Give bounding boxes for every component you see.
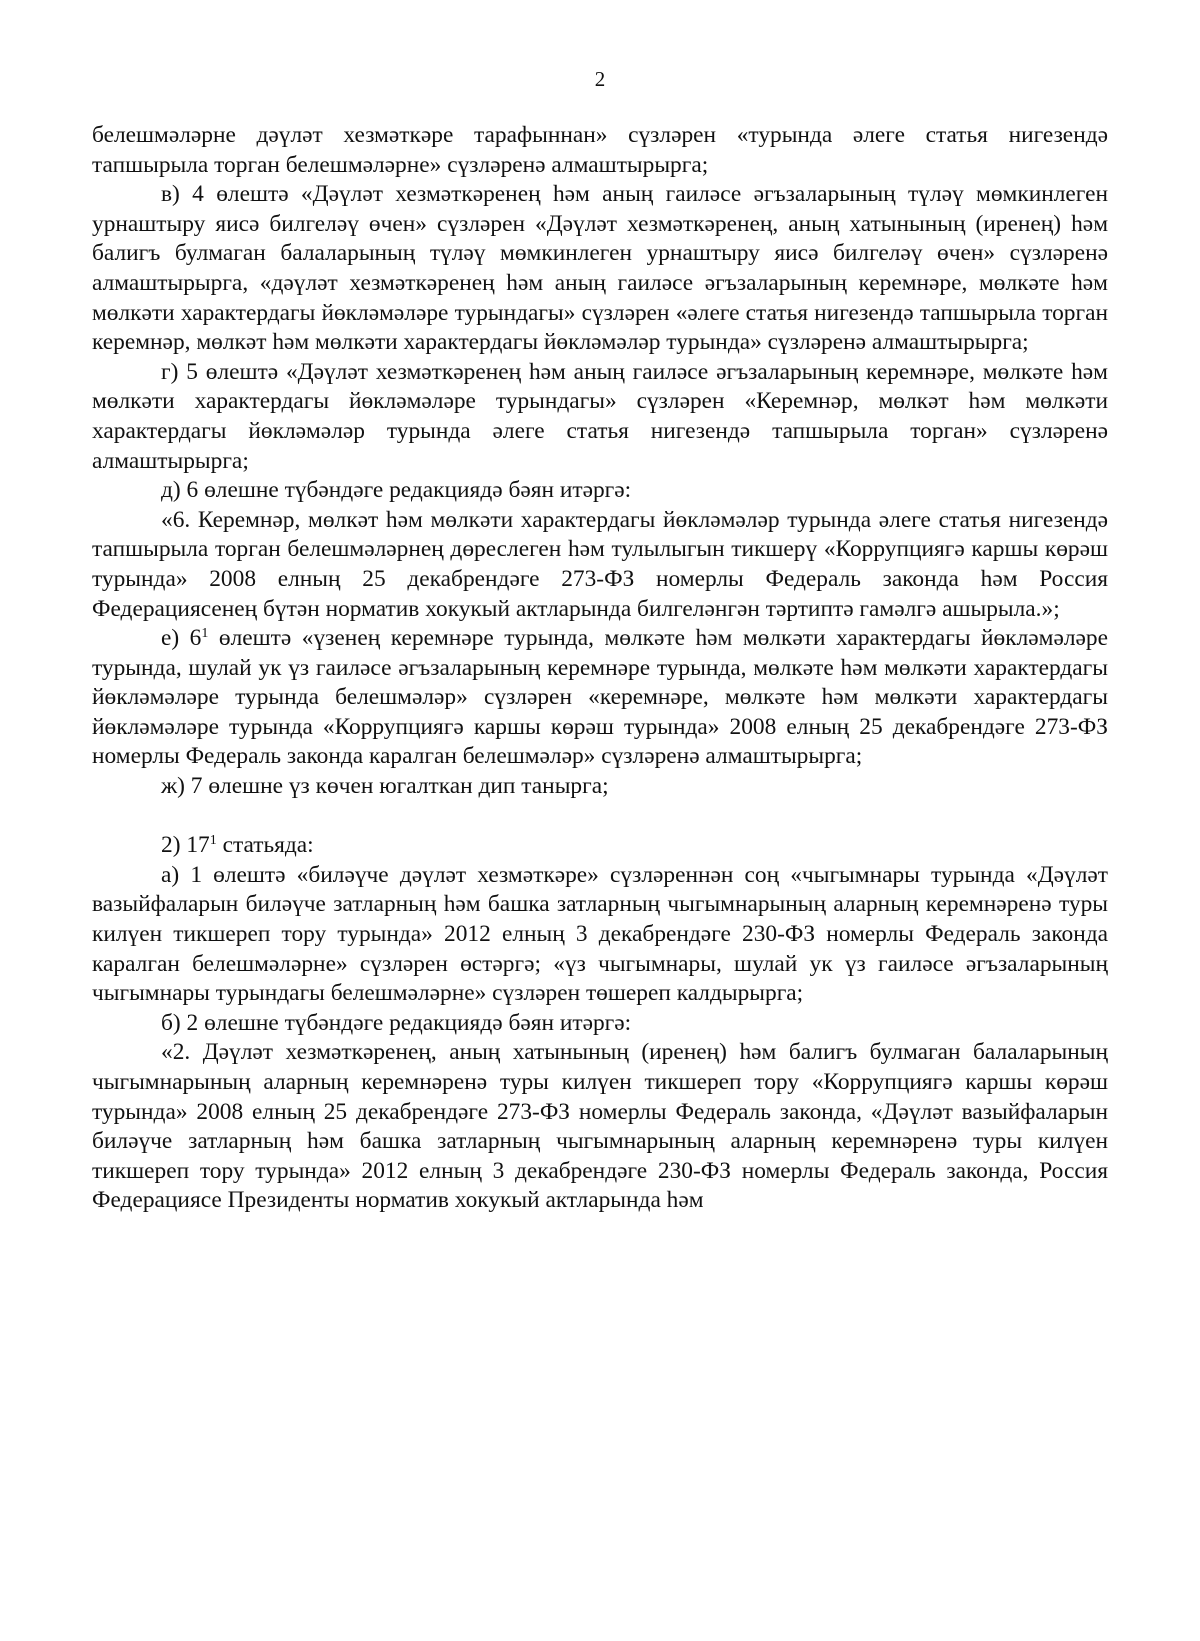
- section-2-rest: статьяда:: [216, 832, 314, 859]
- paragraph-item-zh: ж) 7 өлешне үз көчен югалткан дип танырга;: [161, 773, 609, 800]
- paragraph-item-e: [92, 624, 1108, 772]
- paragraph-item-d: д) 6 өлешне түбәндәге редакциядә бәян итәргә:: [161, 477, 632, 504]
- superscript: 1: [209, 833, 217, 849]
- paragraph-item-e-rest: өлештә «үзенең керемнәре турында, мөлкәте һәм мөлкәти характердагы йөкләмәләре турында, шулай ук үз гаиләсе әгъзаларының керемнәре турында, мөлкәте һәм мөлкәти характердагы йөкләмәләре турында белешмәләр» сүзләрен «керемнәре, мөлкәте һәм мөлкәти характердагы йөкләмәләре турында «Коррупциягә каршы көрәш турында» 2008 елның 25 декабрендәге 273-ФЗ номерлы Федераль законда каралган белешмәләр» сүзләренә алмаштырырга;: [92, 625, 1108, 770]
- paragraph-item-g: г) 5 өлештә «Дәүләт хезмәткәренең һәм аның гаиләсе әгъзаларының керемнәре, мөлкәте һәм мөлкәти характердагы йөкләмәләре турындагы» сүзләрен «Керемнәр, мөлкәт һәм мөлкәти характердагы йөкләмәләр турында әлеге статья нигезендә тапшырыла торган» сүзләренә алмаштырырга;: [92, 358, 1108, 474]
- paragraph-quote-part-6: «6. Керемнәр, мөлкәт һәм мөлкәти характердагы йөкләмәләр турында әлеге статья нигезендә тапшырыла торган белешмәләрнең дөреслеген һәм тулылыгын тикшерү «Коррупциягә каршы көрәш турында» 2008 елның 25 декабрендәге 273-ФЗ номерлы Федераль законда һәм Россия Федерациясенең бүтән норматив хокукый актларында билгеләнгән тәртиптә гамәлгә ашырыла.»;: [92, 506, 1108, 622]
- paragraph-item-e-start: е) 6: [161, 625, 202, 652]
- page-number: 2: [594, 67, 606, 91]
- superscript: 1: [201, 626, 209, 642]
- section-2-start: 2) 17: [161, 832, 210, 859]
- paragraph-continuation: белешмәләрне дәүләт хезмәткәре тарафыннан» сүзләрен «турында әлеге статья нигезендә тапшырыла торган белешмәләрне» сүзләренә алмаштырырга;: [92, 122, 1108, 178]
- paragraph-quote-part-2: «2. Дәүләт хезмәткәренең, аның хатынының (иренең) һәм балигъ булмаган балаларының чыгымнарының аларның керемнәренә туры килүен тикшереп тору «Коррупциягә каршы көрәш турында» 2008 елның 25 декабрендәге 273-ФЗ номерлы Федераль законда, «Дәүләт вазыйфаларын биләүче затларның һәм башка затларның чыгымнарының аларның керемнәренә туры килүен тикшереп тору турында» 2012 елның 3 декабрендәге 230-ФЗ номерлы Федераль законда, Россия Федерациясе Президенты норматив хокукый актларында һәм: [92, 1039, 1108, 1214]
- document-body: [92, 121, 1108, 1216]
- paragraph-section-2: [92, 831, 1108, 861]
- paragraph-item-b: б) 2 өлешне түбәндәге редакциядә бәян итәргә:: [161, 1009, 632, 1036]
- paragraph-item-v: в) 4 өлештә «Дәүләт хезмәткәренең һәм аның гаиләсе әгъзаларының түләү мөмкинлеген урнаштыру яисә билгеләү өчен» сүзләрен «Дәүләт хезмәткәренең, аның хатынының (иренең) һәм балигъ булмаган балаларының түләү мөмкинлеген урнаштыру яисә билгеләү өчен» сүзләренә алмаштырырга, «дәүләт хезмәткәренең һәм аның гаиләсе әгъзаларының керемнәре, мөлкәте һәм мөлкәти характердагы йөкләмәләре турындагы» сүзләрен «әлеге статья нигезендә тапшырыла торган керемнәр, мөлкәт һәм мөлкәти характердагы йөкләмәләр турында» сүзләренә алмаштырырга;: [92, 181, 1108, 356]
- paragraph-item-a: а) 1 өлештә «биләүче дәүләт хезмәткәре» сүзләреннән соң «чыгымнары турында «Дәүләт вазыйфаларын биләүче затларның һәм башка затларның чыгымнарының аларның керемнәренә туры килүен тикшереп тору турында» 2012 елның 3 декабрендәге 230-ФЗ номерлы Федераль законда каралган белешмәләрне» сүзләрен өстәргә; «үз чыгымнары, шулай ук үз гаиләсе әгъзаларының чыгымнары турындагы белешмәләрне» сүзләрен төшереп калдырырга;: [92, 861, 1108, 1007]
